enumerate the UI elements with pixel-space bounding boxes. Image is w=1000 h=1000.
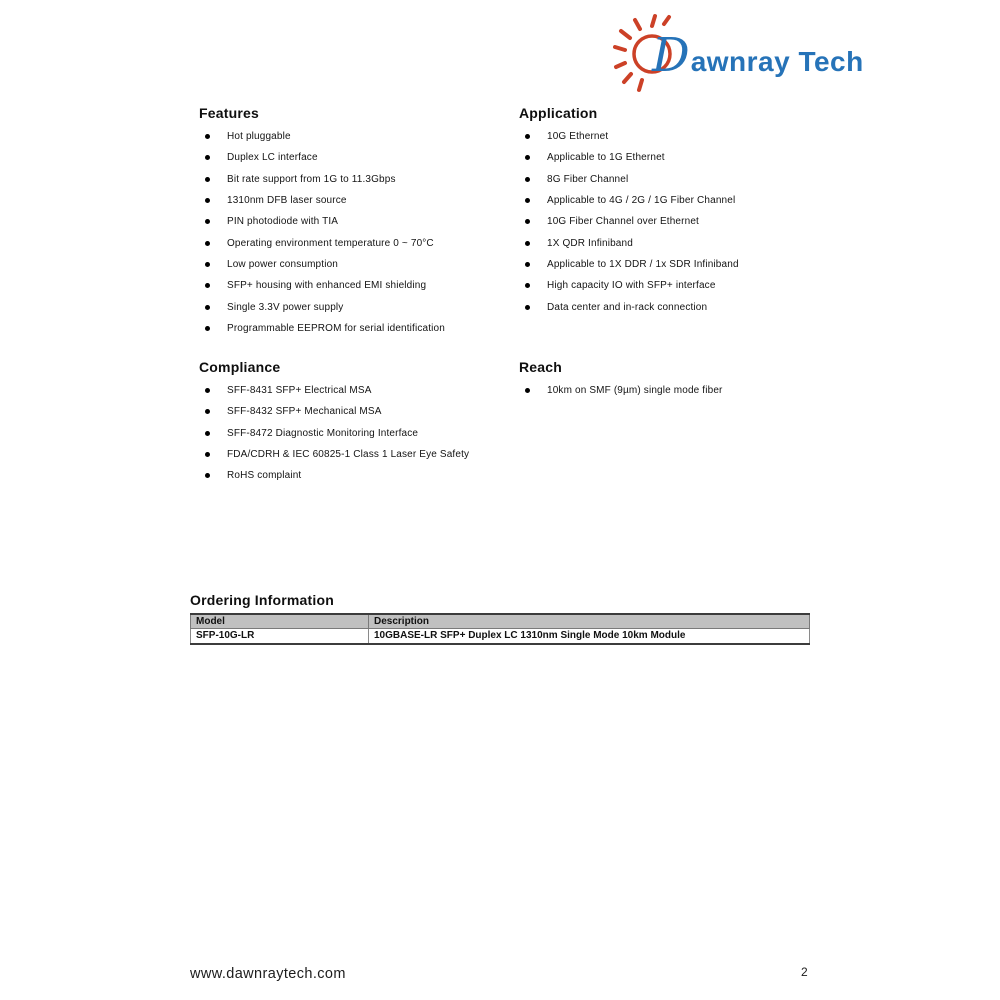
description-cell: 10GBASE-LR SFP+ Duplex LC 1310nm Single Mode 10km Module <box>369 629 810 644</box>
ordering-information-title: Ordering Information <box>190 592 334 608</box>
compliance-section <box>199 359 519 486</box>
brand-name: awnray Tech <box>690 46 864 77</box>
model-cell: SFP-10G-LR <box>191 629 369 644</box>
page-number: 2 <box>801 965 808 979</box>
features-title: Features <box>199 105 259 121</box>
table-header-row <box>191 614 810 629</box>
list-item <box>199 147 511 168</box>
list-item-text: 10G Fiber Channel over Ethernet <box>547 216 699 228</box>
list-item-text: Single 3.3V power supply <box>227 301 344 313</box>
list-item-text: SFP+ housing with enhanced EMI shielding <box>227 280 427 292</box>
list-item-text: 1310nm DFB laser source <box>227 195 347 207</box>
list-item-text: PIN photodiode with TIA <box>227 216 339 228</box>
ordering-table <box>190 613 810 645</box>
bullet-icon <box>199 241 227 246</box>
list-item-text: Data center and in-rack connection <box>547 301 708 313</box>
list-item <box>519 147 839 168</box>
bullet-icon <box>519 305 547 310</box>
table-row <box>191 629 810 644</box>
list-item-text: SFF-8472 Diagnostic Monitoring Interface <box>227 427 419 439</box>
bullet-icon <box>199 262 227 267</box>
bullet-icon <box>199 134 227 139</box>
list-item-text: FDA/CDRH & IEC 60825-1 Class 1 Laser Eye Safety <box>227 449 470 461</box>
list-item-text: Low power consumption <box>227 258 338 270</box>
list-item <box>519 169 839 190</box>
list-item-text: 10km on SMF (9µm) single mode fiber <box>547 385 723 397</box>
list-item <box>199 275 511 296</box>
compliance-title: Compliance <box>199 359 281 375</box>
list-item-text: Applicable to 1X DDR / 1x SDR Infiniband <box>547 258 739 270</box>
list-item-text: Applicable to 4G / 2G / 1G Fiber Channel <box>547 195 736 207</box>
bullet-icon <box>199 473 227 478</box>
list-item <box>199 380 519 401</box>
bullet-icon <box>519 283 547 288</box>
brand-initial: D <box>652 28 690 83</box>
bullet-icon <box>519 262 547 267</box>
list-item-text: Operating environment temperature 0 ~ 70°C <box>227 237 434 249</box>
brand-wordmark <box>652 28 864 83</box>
bullet-icon <box>519 134 547 139</box>
list-item <box>199 423 519 444</box>
compliance-list <box>199 380 519 486</box>
list-item-text: SFF-8431 SFP+ Electrical MSA <box>227 385 372 397</box>
bullet-icon <box>519 241 547 246</box>
list-item <box>199 296 511 317</box>
list-item <box>199 190 511 211</box>
list-item-text: 1X QDR Infiniband <box>547 237 633 249</box>
reach-title: Reach <box>519 359 563 375</box>
list-item <box>519 211 839 232</box>
list-item-text: High capacity IO with SFP+ interface <box>547 280 716 292</box>
bullet-icon <box>199 155 227 160</box>
list-item <box>519 126 839 147</box>
bullet-icon <box>199 409 227 414</box>
bullet-icon <box>519 219 547 224</box>
application-section <box>519 105 839 318</box>
list-item <box>519 190 839 211</box>
list-item-text: RoHS complaint <box>227 470 302 482</box>
list-item <box>519 254 839 275</box>
column-header-description: Description <box>369 614 810 629</box>
list-item-text: 10G Ethernet <box>547 131 609 143</box>
bullet-icon <box>519 388 547 393</box>
list-item-text: Programmable EEPROM for serial identification <box>227 322 445 334</box>
list-item <box>519 232 839 253</box>
list-item-text: Applicable to 1G Ethernet <box>547 152 665 164</box>
list-item <box>199 254 511 275</box>
features-section <box>199 105 511 339</box>
list-item <box>199 444 519 465</box>
bullet-icon <box>519 155 547 160</box>
list-item-text: 8G Fiber Channel <box>547 173 629 185</box>
bullet-icon <box>199 283 227 288</box>
reach-list <box>519 380 839 401</box>
reach-section <box>519 359 839 401</box>
brand-logo <box>612 10 864 94</box>
bullet-icon <box>519 177 547 182</box>
list-item <box>199 169 511 190</box>
list-item <box>199 232 511 253</box>
list-item <box>199 318 511 339</box>
list-item-text: Bit rate support from 1G to 11.3Gbps <box>227 173 396 185</box>
list-item <box>519 275 839 296</box>
application-title: Application <box>519 105 598 121</box>
bullet-icon <box>199 326 227 331</box>
bullet-icon <box>199 177 227 182</box>
list-item <box>199 401 519 422</box>
features-list <box>199 126 511 339</box>
list-item-text: Duplex LC interface <box>227 152 318 164</box>
bullet-icon <box>199 431 227 436</box>
footer-website: www.dawnraytech.com <box>190 966 346 982</box>
bullet-icon <box>199 388 227 393</box>
list-item <box>519 380 839 401</box>
column-header-model: Model <box>191 614 369 629</box>
list-item <box>519 296 839 317</box>
application-list <box>519 126 839 318</box>
bullet-icon <box>199 305 227 310</box>
bullet-icon <box>199 198 227 203</box>
bullet-icon <box>199 452 227 457</box>
list-item-text: SFF-8432 SFP+ Mechanical MSA <box>227 406 382 418</box>
bullet-icon <box>199 219 227 224</box>
list-item-text: Hot pluggable <box>227 131 291 143</box>
list-item <box>199 211 511 232</box>
list-item <box>199 465 519 486</box>
ordering-information-section <box>190 592 812 645</box>
list-item <box>199 126 511 147</box>
bullet-icon <box>519 198 547 203</box>
